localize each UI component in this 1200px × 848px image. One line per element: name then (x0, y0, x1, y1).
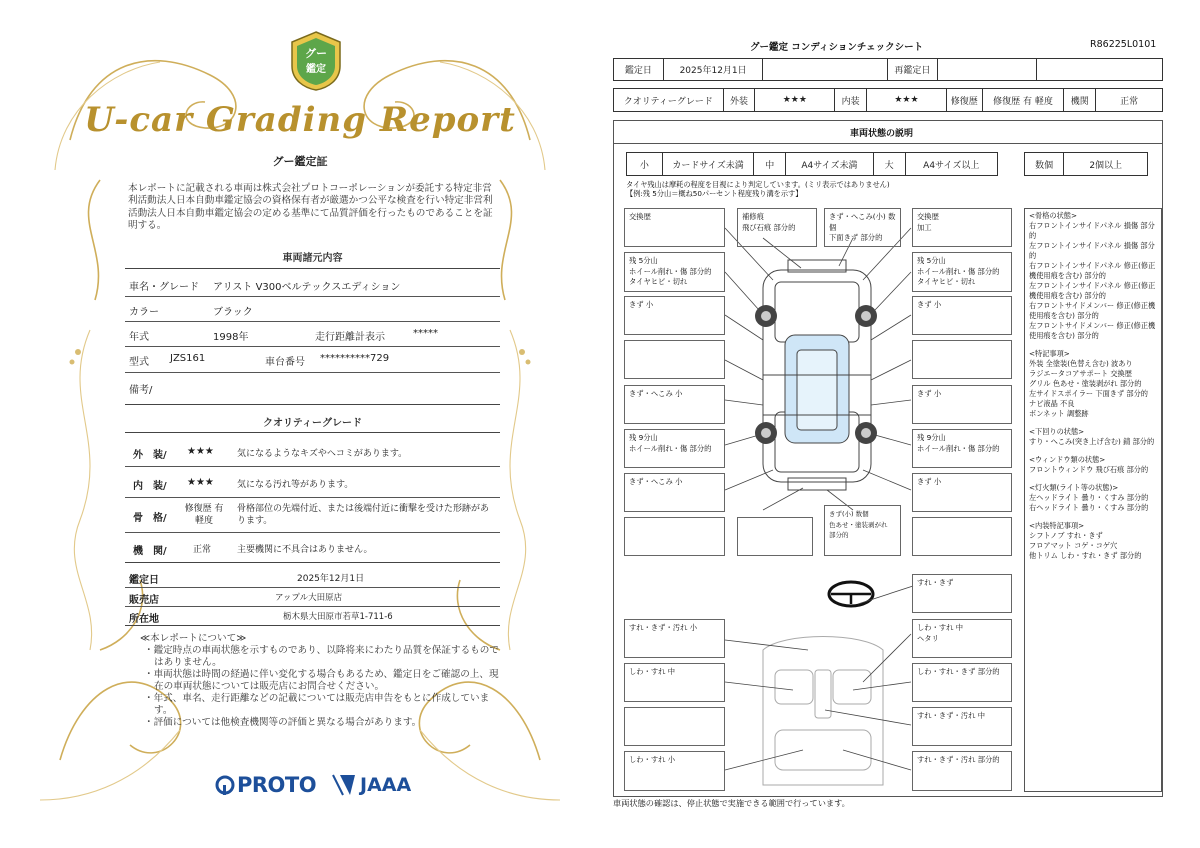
shop-label: 販売店 (129, 595, 159, 606)
panel-heading: <灯火類(ライト等の状態)> (1029, 483, 1119, 492)
quality-description: 主要機関に不具合はありません。 (237, 545, 373, 555)
condition-box: 交換歴 (624, 208, 725, 247)
size-large-label: 大 (874, 153, 906, 175)
engine-value: 正常 (1120, 96, 1139, 107)
condition-box: きず・へこみ 小 (624, 473, 725, 512)
color-value: ブラック (213, 307, 253, 318)
name-grade-label: 車名・グレード (129, 282, 199, 293)
condition-box (912, 517, 1012, 556)
quality-grade-label: クオリティーグレード (614, 89, 724, 111)
condition-box (624, 517, 725, 556)
condition-detail-panel (1024, 208, 1162, 792)
panel-text: 右フロントインサイドパネル 損傷 部分的 左フロントインサイドパネル 損傷 部分的 右フロントインサイドパネル 修正(修正機使用痕を含む) 部分的 左フロントインサイドパネル 修正(修正機使用痕を含む) 部分的 右フロントサイドメンバー 修正(修正機使用痕を含む) 部分的 左フロントサイドメンバー 修正(修正機使用痕を含む) 部分的 (1029, 221, 1156, 340)
count-label: 数個 (1025, 153, 1064, 175)
mileage-label: 走行距離計表示 (315, 332, 385, 343)
condition-box: しわ・すれ 中 (624, 663, 725, 702)
steering-wheel-icon (829, 582, 873, 606)
repair-history-label: 修復歴 (947, 89, 983, 111)
size-small-label: 小 (627, 153, 663, 175)
cabin-outline (763, 637, 883, 786)
quality-description: 気になる汚れ等があります。 (237, 480, 354, 490)
condition-box: きず 小 (912, 296, 1012, 335)
goo-kantei-badge (288, 30, 344, 92)
address-value: 栃木県大田原市若草1-711-6 (283, 612, 393, 622)
panel-text: 外装 全塗装(色替え含む) 波あり ラジエータコアサポート 交換歴 グリル 色あせ・塗装剥がれ 部分的 左サイドスポイラー 下面きず 部分的 ナビ液晶 不良 ボンネット 調整跡 (1029, 359, 1148, 418)
panel-text: 左ヘッドライト 曇り・くすみ 部分的 右ヘッドライト 曇り・くすみ 部分的 (1029, 493, 1149, 512)
year-label: 年式 (129, 332, 149, 343)
spec-section-title: 車両諸元内容 (282, 253, 343, 264)
header-grade-row (613, 88, 1163, 112)
condition-box (624, 340, 725, 379)
count-desc: 2個以上 (1089, 160, 1123, 171)
inspection-date-label: 鑑定日 (129, 575, 159, 586)
note-item: ・鑑定時点の車両状態を示すものであり、以降将来にわたり品質を保証するものではありません。 (144, 645, 499, 668)
logos (215, 770, 415, 800)
condition-box: きず 小 (912, 385, 1012, 424)
condition-box: きず 小 (624, 296, 725, 335)
condition-box: 補修痕 飛び石痕 部分的 (737, 208, 817, 247)
condition-box (624, 707, 725, 746)
proto-logo: PROTO (237, 773, 317, 797)
condition-box: すれ・きず・汚れ 中 (912, 707, 1012, 746)
condition-box: しわ・すれ 小 (624, 751, 725, 791)
condition-box: しわ・すれ・きず 部分的 (912, 663, 1012, 702)
panel-heading: <下回りの状態> (1029, 427, 1085, 436)
inspection-date-value: 2025年12月1日 (297, 574, 365, 584)
condition-box (912, 340, 1012, 379)
size-large-desc: A4サイズ以上 (923, 160, 980, 171)
condition-box: 残 9分山 ホイール削れ・傷 部分的 (624, 429, 725, 468)
condition-box: 残 9分山 ホイール削れ・傷 部分的 (912, 429, 1012, 468)
reinspection-date-label: 再鑑定日 (888, 59, 938, 80)
quality-description: 気になるようなキズやヘコミがあります。 (237, 449, 408, 459)
quality-grade: ★★★ (187, 446, 214, 457)
special-notes-block (1029, 349, 1157, 419)
svg-text:グー: グー (305, 47, 327, 60)
section-title: 車両状態の説明 (850, 129, 914, 139)
address-label: 所在地 (129, 614, 159, 625)
panel-heading: <骨格の状態> (1029, 211, 1077, 220)
inspection-date-label: 鑑定日 (614, 59, 664, 80)
certificate-title: グー鑑定証 (272, 155, 328, 168)
quality-label: 機 関/ (133, 546, 167, 557)
quality-grade: ★★★ (187, 477, 214, 488)
size-legend (626, 152, 998, 176)
condition-box: 残 5分山 ホイール削れ・傷 部分的 タイヤヒビ・切れ (624, 252, 725, 292)
jaaa-logo: JAAA (360, 774, 412, 796)
report-notes (140, 633, 500, 729)
condition-box: すれ・きず (912, 574, 1012, 613)
certificate-statement: 本レポートに記載される車両は株式会社プロトコーポレーションが委託する特定非営利活動法人日本自動車鑑定協会の資格保有者が厳選かつ公平な検査を行い特定非営利活動法人日本自動車鑑定協会の定める基準にて品質評価を行ったものであることを証明する。 (128, 183, 493, 231)
condition-box: きず(小) 数個 色あせ・塗装剥がれ 部分的 (824, 505, 901, 556)
tire-note: タイヤ残山は摩耗の程度を目視により判定しています。(ミリ表示ではありません) (626, 180, 890, 189)
condition-box: 残 5分山 ホイール削れ・傷 部分的 タイヤヒビ・切れ (912, 252, 1012, 292)
shop-value: アップル大田原店 (275, 593, 343, 603)
windows-block (1029, 455, 1157, 475)
report-title: U-car Grading Report (84, 100, 516, 140)
chassis-label: 車台番号 (265, 357, 305, 368)
frame-status-block (1029, 211, 1157, 341)
quality-grade: 正常 (193, 545, 212, 555)
condition-box: すれ・きず・汚れ 小 (624, 619, 725, 658)
note-item: ・年式、車名、走行距離などの記載については販売店申告をもとに作成しています。 (144, 693, 490, 716)
sheet-code: R86225L0101 (1090, 39, 1157, 50)
inspection-date-value: 2025年12月1日 (664, 59, 764, 80)
size-medium-desc: A4サイズ未満 (786, 153, 874, 175)
color-label: カラー (129, 307, 159, 318)
chassis-value: **********729 (320, 353, 390, 364)
exterior-label: 外装 (724, 89, 756, 111)
name-grade-value: アリスト V300ベルテックスエディション (213, 282, 401, 293)
header-date-row (613, 58, 1163, 81)
repair-history-value: 修復歴 有 軽度 (983, 89, 1065, 111)
notes-title: ≪本レポートについて≫ (140, 633, 247, 644)
quality-label: 内 装/ (133, 481, 167, 492)
interior-label: 内装 (835, 89, 867, 111)
quality-label: 骨 格/ (133, 513, 167, 524)
year-value: 1998年 (213, 332, 249, 343)
footer-note: 車両状態の確認は、停止状態で実施できる範囲で行っています。 (613, 798, 850, 808)
note-item: ・評価については他検査機関等の評価と異なる場合があります。 (144, 717, 422, 728)
model-value: JZS161 (170, 353, 206, 364)
quality-grade: 修復歴 有 軽度 (184, 504, 224, 526)
underbody-block (1029, 427, 1157, 447)
remarks-label: 備考/ (129, 385, 153, 396)
sheet-title: グー鑑定 コンディションチェックシート (750, 42, 924, 53)
tire-note-example: 【例:残 5分山＝概ね50パーセント程度残り溝を示す】 (626, 189, 803, 198)
panel-text: すり・へこみ(突き上げ含む) 錆 部分的 (1029, 437, 1155, 446)
size-medium-label: 中 (754, 153, 786, 175)
model-label: 型式 (129, 357, 149, 368)
quality-section-title: クオリティーグレード (263, 418, 362, 429)
condition-box (737, 517, 813, 556)
lights-block (1029, 483, 1157, 513)
note-item: ・車両状態は時間の経過に伴い変化する場合もあるため、鑑定日をご確認の上、現在の車両状態については販売店にお問合せください。 (144, 669, 499, 692)
panel-heading: <内装特記事項> (1029, 521, 1085, 530)
condition-box: きず・へこみ 小 (624, 385, 725, 424)
panel-heading: <特記事項> (1029, 349, 1070, 358)
panel-text: フロントウィンドウ 飛び石痕 部分的 (1029, 465, 1149, 474)
engine-label: 機関 (1064, 89, 1096, 111)
quality-description: 骨格部位の先端付近、または後端付近に衝撃を受けた形跡があります。 (237, 504, 490, 526)
interior-value: ★★★ (867, 89, 947, 111)
exterior-value: ★★★ (755, 89, 835, 111)
mileage-value: ***** (413, 328, 438, 339)
size-small-desc: カードサイズ未満 (663, 153, 755, 175)
svg-text:鑑定: 鑑定 (306, 64, 326, 75)
count-legend (1024, 152, 1148, 176)
panel-heading: <ウィンドウ類の状態> (1029, 455, 1106, 464)
condition-box: きず 小 (912, 473, 1012, 512)
condition-box: きず・へこみ(小) 数個 下面きず 部分的 (824, 208, 901, 247)
condition-box: 交換歴 加工 (912, 208, 1012, 247)
condition-box: すれ・きず・汚れ 部分的 (912, 751, 1012, 791)
quality-label: 外 装/ (133, 450, 167, 461)
panel-text: シフトノブ すれ・きず フロアマット コゲ・コゲ穴 他トリム しわ・すれ・きず 部分的 (1029, 531, 1142, 560)
condition-box: しわ・すれ 中 ヘタリ (912, 619, 1012, 658)
interior-notes-block (1029, 521, 1157, 561)
